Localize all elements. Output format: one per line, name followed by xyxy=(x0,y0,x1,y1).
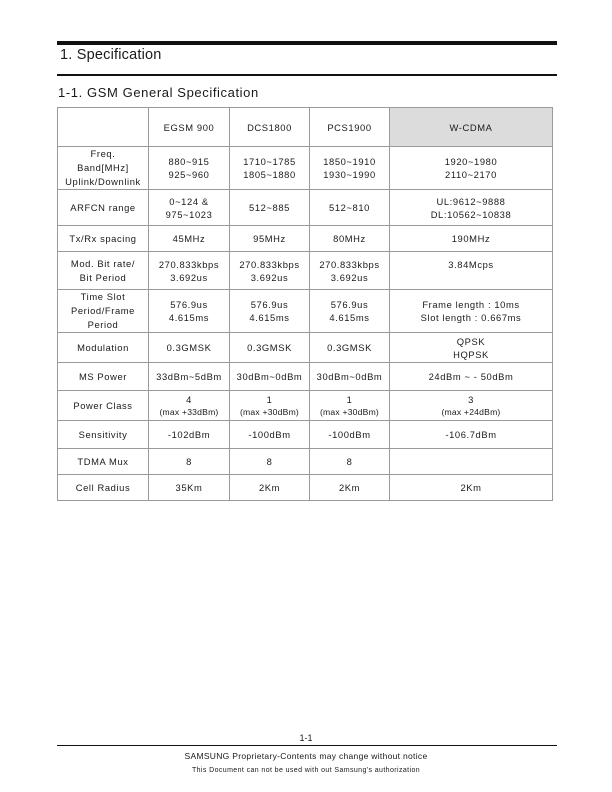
table-cell xyxy=(230,449,310,475)
row-label-line: Uplink/Downlink xyxy=(65,176,141,187)
table-cell xyxy=(230,391,310,421)
table-cell xyxy=(149,333,230,363)
table-row xyxy=(58,290,553,333)
row-label-line: Band[MHz] xyxy=(77,162,129,173)
table-cell xyxy=(390,421,553,449)
row-label-line: Freq. xyxy=(90,148,116,159)
cell-line: 33dBm~5dBm xyxy=(156,371,222,382)
row-label xyxy=(58,333,149,363)
cell-line: 4 xyxy=(186,393,192,405)
cell-line: 30dBm~0dBm xyxy=(236,371,303,382)
table-cell xyxy=(390,290,553,333)
table-cell xyxy=(230,252,310,290)
cell-line: (max +24dBm) xyxy=(441,406,501,417)
cell-line: (max +30dBm) xyxy=(240,406,299,417)
row-label-line: Power Class xyxy=(73,399,133,411)
table-cell xyxy=(390,252,553,290)
table-cell xyxy=(149,449,230,475)
table-cell xyxy=(149,252,230,290)
cell-line: 0.3GMSK xyxy=(166,342,212,353)
table-cell xyxy=(390,333,553,363)
cell-line: QPSK xyxy=(456,335,486,347)
cell-line: 3 xyxy=(468,393,474,405)
table-row xyxy=(58,363,553,391)
header-cell-egsm900: EGSM 900 xyxy=(149,108,230,147)
cell-line: -100dBm xyxy=(248,429,291,440)
cell-line: 880~915 xyxy=(168,156,210,167)
cell-line: 1805~1880 xyxy=(243,169,296,180)
row-label-line: Mod. Bit rate/ xyxy=(70,257,136,269)
table-cell xyxy=(390,449,553,475)
cell-line: 0.3GMSK xyxy=(327,342,372,353)
cell-line: 2110~2170 xyxy=(445,169,497,180)
cell-line: 0.3GMSK xyxy=(247,342,292,353)
table-cell xyxy=(149,290,230,333)
table-cell xyxy=(230,421,310,449)
row-label xyxy=(58,421,149,449)
cell-line: 8 xyxy=(266,456,273,467)
table-cell xyxy=(310,421,390,449)
row-label xyxy=(58,449,149,475)
table-cell xyxy=(390,190,553,226)
row-label-line: Tx/Rx spacing xyxy=(69,232,137,244)
table-cell xyxy=(390,363,553,391)
cell-line: 8 xyxy=(186,456,192,467)
row-label-line: Modulation xyxy=(77,341,129,353)
table-row xyxy=(58,475,553,501)
cell-line: 576.9us xyxy=(170,299,208,310)
table-cell xyxy=(390,226,553,252)
row-label xyxy=(58,252,149,290)
row-label-line: Time Slot xyxy=(80,291,126,302)
cell-line: 512~810 xyxy=(329,202,370,213)
table-row xyxy=(58,190,553,226)
cell-line: UL:9612~9888 xyxy=(436,195,506,207)
table-cell xyxy=(149,226,230,252)
cell-line: 3.692us xyxy=(250,271,289,283)
row-label xyxy=(58,363,149,391)
table-cell xyxy=(310,391,390,421)
cell-line: 576.9us xyxy=(250,299,289,310)
table-cell xyxy=(310,147,390,190)
spec-table-body xyxy=(58,108,553,501)
subsection-title: 1-1. GSM General Specification xyxy=(58,85,259,100)
cell-line: 95MHz xyxy=(253,233,286,244)
cell-line xyxy=(391,271,551,284)
cell-line: 2Km xyxy=(258,482,281,493)
cell-line: 2Km xyxy=(460,482,482,493)
table-cell xyxy=(149,190,230,226)
table-cell xyxy=(390,475,553,501)
cell-line xyxy=(391,455,551,468)
footer-notice: SAMSUNG Proprietary-Contents may change without notice xyxy=(184,751,428,761)
gsm-spec-table xyxy=(57,107,553,501)
cell-line: 3.692us xyxy=(170,271,208,283)
cell-line: Frame length : 10ms xyxy=(422,299,520,310)
table-row xyxy=(58,147,553,190)
cell-line: 0~124 & xyxy=(169,195,209,207)
table-cell xyxy=(230,190,310,226)
table-cell xyxy=(230,147,310,190)
cell-line: 975~1023 xyxy=(165,208,213,220)
row-label-line: MS Power xyxy=(78,370,128,382)
cell-line: -102dBm xyxy=(167,429,211,440)
cell-line: 3.84Mcps xyxy=(448,258,494,270)
table-cell xyxy=(310,363,390,391)
table-cell xyxy=(310,333,390,363)
cell-line: 35Km xyxy=(175,482,203,493)
table-cell xyxy=(310,226,390,252)
row-label-line: Period xyxy=(87,319,119,330)
cell-line: 270.833kbps xyxy=(319,258,380,270)
cell-line: (max +30dBm) xyxy=(320,406,379,417)
cell-line: DL:10562~10838 xyxy=(430,208,512,220)
row-label xyxy=(58,190,149,226)
row-label-line: Period/Frame xyxy=(71,305,135,316)
table-row xyxy=(58,421,553,449)
cell-line: HQPSK xyxy=(453,348,489,360)
table-cell xyxy=(310,449,390,475)
row-label xyxy=(58,147,149,190)
table-cell xyxy=(230,333,310,363)
table-cell xyxy=(310,252,390,290)
top-rule xyxy=(57,41,557,45)
row-label xyxy=(58,475,149,501)
cell-line: 4.615ms xyxy=(249,312,290,323)
cell-line: 576.9us xyxy=(330,299,369,310)
footer-restriction: This Document can not be used with out Samsung's authorization xyxy=(191,767,421,774)
row-label-line: Cell Radius xyxy=(75,481,131,493)
header-cell-pcs1900: PCS1900 xyxy=(310,108,390,147)
cell-line: 4.615ms xyxy=(329,312,370,323)
table-cell xyxy=(149,475,230,501)
section-title: 1. Specification xyxy=(60,47,162,63)
table-cell xyxy=(310,475,390,501)
table-cell xyxy=(390,147,553,190)
cell-line: 1920~1980 xyxy=(444,156,498,167)
table-row xyxy=(58,252,553,290)
cell-line: 8 xyxy=(346,456,353,467)
table-cell xyxy=(230,290,310,333)
table-cell xyxy=(390,391,553,421)
cell-line: -106.7dBm xyxy=(445,429,497,440)
table-cell xyxy=(149,363,230,391)
cell-line: 2Km xyxy=(338,482,361,493)
table-cell xyxy=(149,147,230,190)
title-rule xyxy=(57,74,557,76)
cell-line: 3.692us xyxy=(330,271,369,283)
row-label-line: TDMA Mux xyxy=(77,455,129,467)
cell-line: 80MHz xyxy=(333,233,366,244)
table-row xyxy=(58,333,553,363)
cell-line: 270.833kbps xyxy=(239,258,300,270)
header-cell-dcs1800: DCS1800 xyxy=(230,108,310,147)
table-cell xyxy=(149,421,230,449)
cell-line: 4.615ms xyxy=(168,312,210,323)
cell-line: 1 xyxy=(266,393,273,405)
cell-line: 45MHz xyxy=(172,233,206,244)
cell-line: 1 xyxy=(346,393,353,405)
cell-line: Slot length : 0.667ms xyxy=(420,312,522,323)
cell-line: 190MHz xyxy=(451,233,491,244)
row-label xyxy=(58,226,149,252)
row-label-line: ARFCN range xyxy=(70,201,136,213)
table-header-row xyxy=(58,108,553,147)
cell-line: 925~960 xyxy=(168,169,210,180)
cell-line: 1850~1910 xyxy=(323,156,376,167)
table-cell xyxy=(230,475,310,501)
row-label-line: Bit Period xyxy=(79,271,127,283)
cell-line: 270.833kbps xyxy=(158,258,220,270)
table-row xyxy=(58,449,553,475)
table-row xyxy=(58,391,553,421)
cell-line: 1930~1990 xyxy=(323,169,376,180)
table-cell xyxy=(230,226,310,252)
table-cell xyxy=(310,290,390,333)
table-cell xyxy=(310,190,390,226)
cell-line: (max +33dBm) xyxy=(159,406,219,417)
cell-line: 30dBm~0dBm xyxy=(316,371,383,382)
page-number: 1-1 xyxy=(299,733,313,743)
footer-rule xyxy=(57,745,557,746)
table-cell xyxy=(149,391,230,421)
header-cell-blank xyxy=(58,108,149,147)
table-row xyxy=(58,226,553,252)
header-cell-wcdma: W-CDMA xyxy=(390,108,553,147)
cell-line: 1710~1785 xyxy=(243,156,296,167)
row-label xyxy=(58,290,149,333)
table-cell xyxy=(230,363,310,391)
cell-line: -100dBm xyxy=(328,429,371,440)
cell-line: 24dBm ~ - 50dBm xyxy=(428,371,514,382)
row-label-line: Sensitivity xyxy=(78,428,128,440)
row-label xyxy=(58,391,149,421)
cell-line: 512~885 xyxy=(249,202,290,213)
